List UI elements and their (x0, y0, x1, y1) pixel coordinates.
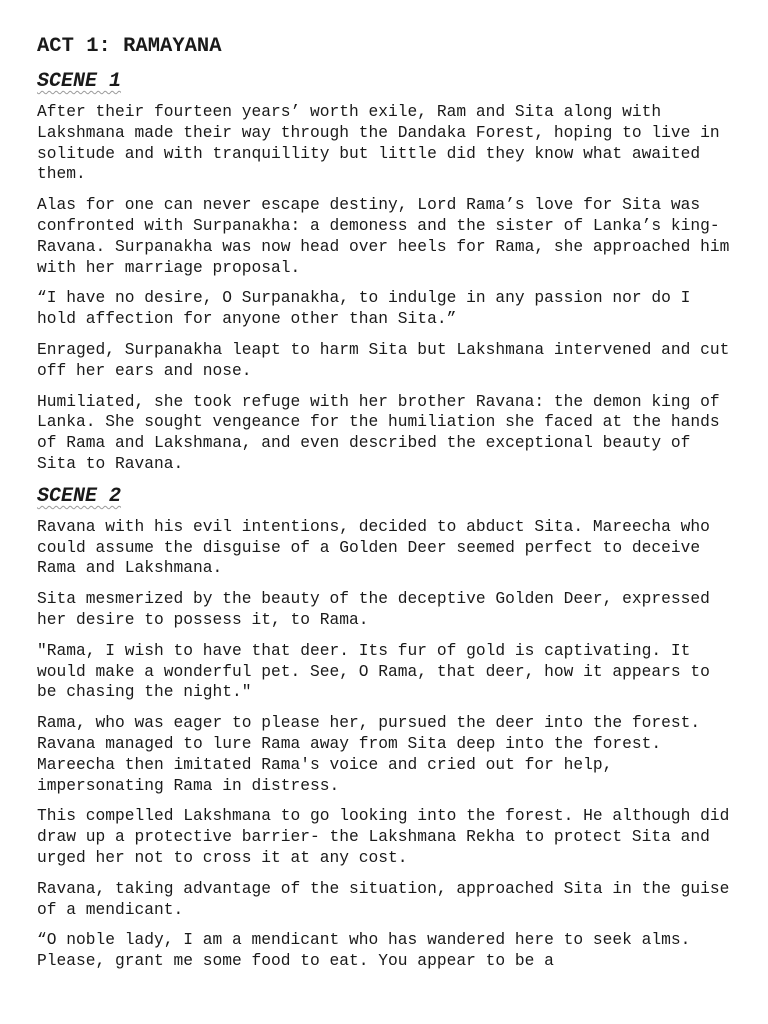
scene-2 (37, 485, 737, 972)
document-page (37, 34, 737, 982)
paragraph: Sita mesmerized by the beauty of the deceptive Golden Deer, expressed her desire to possess it, to Rama. (37, 589, 710, 629)
paragraph: "Rama, I wish to have that deer. Its fur of gold is captivating. It would make a wonderful pet. See, O Rama, that deer, how it appears to be chasing the night." (37, 640, 710, 702)
paragraph: Enraged, Surpanakha leapt to harm Sita but Lakshmana intervened and cut off her ears and nose. (37, 339, 730, 380)
paragraph: Rama, who was eager to please her, pursued the deer into the forest. Ravana managed to lure Rama away from Sita deep into the forest. Mareecha then imitated Rama's voice and cried out for help, impersonating Rama in distress. (37, 713, 701, 795)
document-title: ACT 1: RAMAYANA (37, 35, 222, 58)
paragraph: Alas for one can never escape destiny, Lord Rama’s love for Sita was confronted with Surpanakha: a demoness and the sister of Lanka’s king- Ravana. Surpanakha was now head over heels for Rama, she approached him with her marriage proposal. (37, 195, 730, 277)
paragraph: Humiliated, she took refuge with her brother Ravana: the demon king of Lanka. She sought vengeance for the humiliation she faced at the hands of Rama and Lakshmana, and even described the exceptional beauty of Sita to Ravana. (37, 391, 720, 473)
paragraph: “I have no desire, O Surpanakha, to indulge in any passion nor do I hold affection for anyone other than Sita.” (37, 288, 691, 329)
paragraph: Ravana, taking advantage of the situation, approached Sita in the guise of a mendicant. (37, 878, 730, 919)
scene-1 (37, 70, 737, 475)
paragraph: This compelled Lakshmana to go looking into the forest. He although did draw up a protective barrier- the Lakshmana Rekha to protect Sita and urged her not to cross it at any cost. (37, 806, 730, 867)
paragraph: “O noble lady, I am a mendicant who has wandered here to seek alms. Please, grant me some food to eat. You appear to be a (37, 930, 691, 971)
scene-heading: SCENE 1 (37, 70, 122, 93)
scene-heading: SCENE 2 (37, 484, 122, 508)
paragraph: After their fourteen years’ worth exile, Ram and Sita along with Lakshmana made their way through the Dandaka Forest, hoping to live in solitude and with tranquillity but little did they know what awaited them. (37, 102, 720, 184)
paragraph: Ravana with his evil intentions, decided to abduct Sita. Mareecha who could assume the disguise of a Golden Deer seemed perfect to deceive Rama and Lakshmana. (37, 516, 710, 578)
